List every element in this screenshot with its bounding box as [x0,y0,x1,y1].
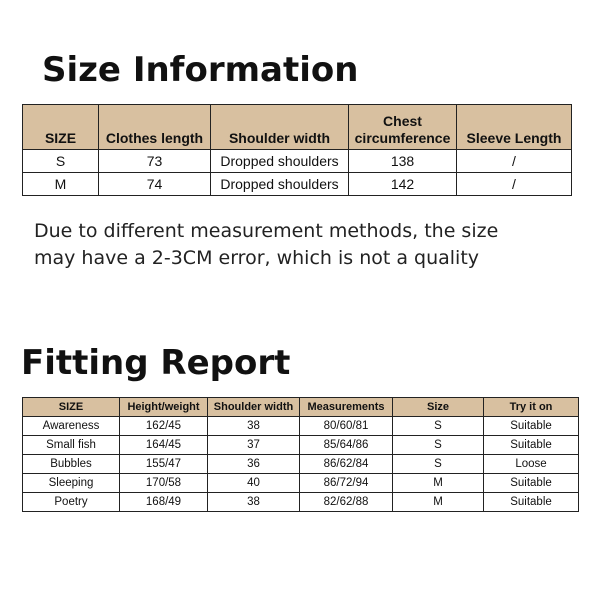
table-row [23,474,579,493]
table-cell: 38 [208,493,300,512]
fitting-report-table [22,397,579,512]
table-cell: Dropped shoulders [211,150,349,173]
table-cell: Dropped shoulders [211,173,349,196]
table-cell: 164/45 [120,436,208,455]
table-cell: Suitable [484,436,579,455]
chest-circumference-col-header: Chest circumference [349,105,457,150]
measurement-disclaimer [34,218,574,272]
size-col-header: Size [393,398,484,417]
name-col-header: SIZE [23,398,120,417]
table-cell: Suitable [484,474,579,493]
table-cell: Sleeping [23,474,120,493]
table-row [23,150,572,173]
fitting-report-title: Fitting Report [21,343,291,383]
table-cell: 36 [208,455,300,474]
table-cell: / [457,173,572,196]
table-cell: M [393,493,484,512]
table-cell: Small fish [23,436,120,455]
table-cell: Bubbles [23,455,120,474]
clothes-length-col-header: Clothes length [99,105,211,150]
table-cell: 162/45 [120,417,208,436]
try-it-on-col-header: Try it on [484,398,579,417]
table-cell: Awareness [23,417,120,436]
table-row [23,455,579,474]
table-row [23,493,579,512]
table-cell: Loose [484,455,579,474]
table-cell: 37 [208,436,300,455]
table-cell: S [393,455,484,474]
size-col-header: SIZE [23,105,99,150]
table-cell: Suitable [484,417,579,436]
table-cell: 170/58 [120,474,208,493]
table-row [23,417,579,436]
size-information-table [22,104,572,196]
measurements-col-header: Measurements [300,398,393,417]
sleeve-length-col-header: Sleeve Length [457,105,572,150]
table-cell: 86/62/84 [300,455,393,474]
table-cell: 168/49 [120,493,208,512]
table-row [23,173,572,196]
table-cell: M [23,173,99,196]
size-information-title: Size Information [42,50,359,90]
disclaimer-line-1: Due to different measurement methods, the size [34,220,499,242]
table-cell: 82/62/88 [300,493,393,512]
table-cell: 142 [349,173,457,196]
table-cell: S [393,417,484,436]
fitting-table-header-row [23,398,579,417]
table-cell: / [457,150,572,173]
table-cell: Suitable [484,493,579,512]
table-cell: M [393,474,484,493]
table-row [23,436,579,455]
table-cell: 73 [99,150,211,173]
table-cell: 80/60/81 [300,417,393,436]
table-cell: 138 [349,150,457,173]
table-cell: 86/72/94 [300,474,393,493]
size-table-header-row [23,105,572,150]
table-cell: S [23,150,99,173]
height-weight-col-header: Height/weight [120,398,208,417]
table-cell: 155/47 [120,455,208,474]
table-cell: 85/64/86 [300,436,393,455]
disclaimer-line-2: may have a 2-3CM error, which is not a quality [34,247,480,269]
shoulder-width-col-header: Shoulder width [211,105,349,150]
table-cell: 74 [99,173,211,196]
table-cell: 38 [208,417,300,436]
table-cell: Poetry [23,493,120,512]
shoulder-width-col-header: Shoulder width [208,398,300,417]
table-cell: 40 [208,474,300,493]
table-cell: S [393,436,484,455]
